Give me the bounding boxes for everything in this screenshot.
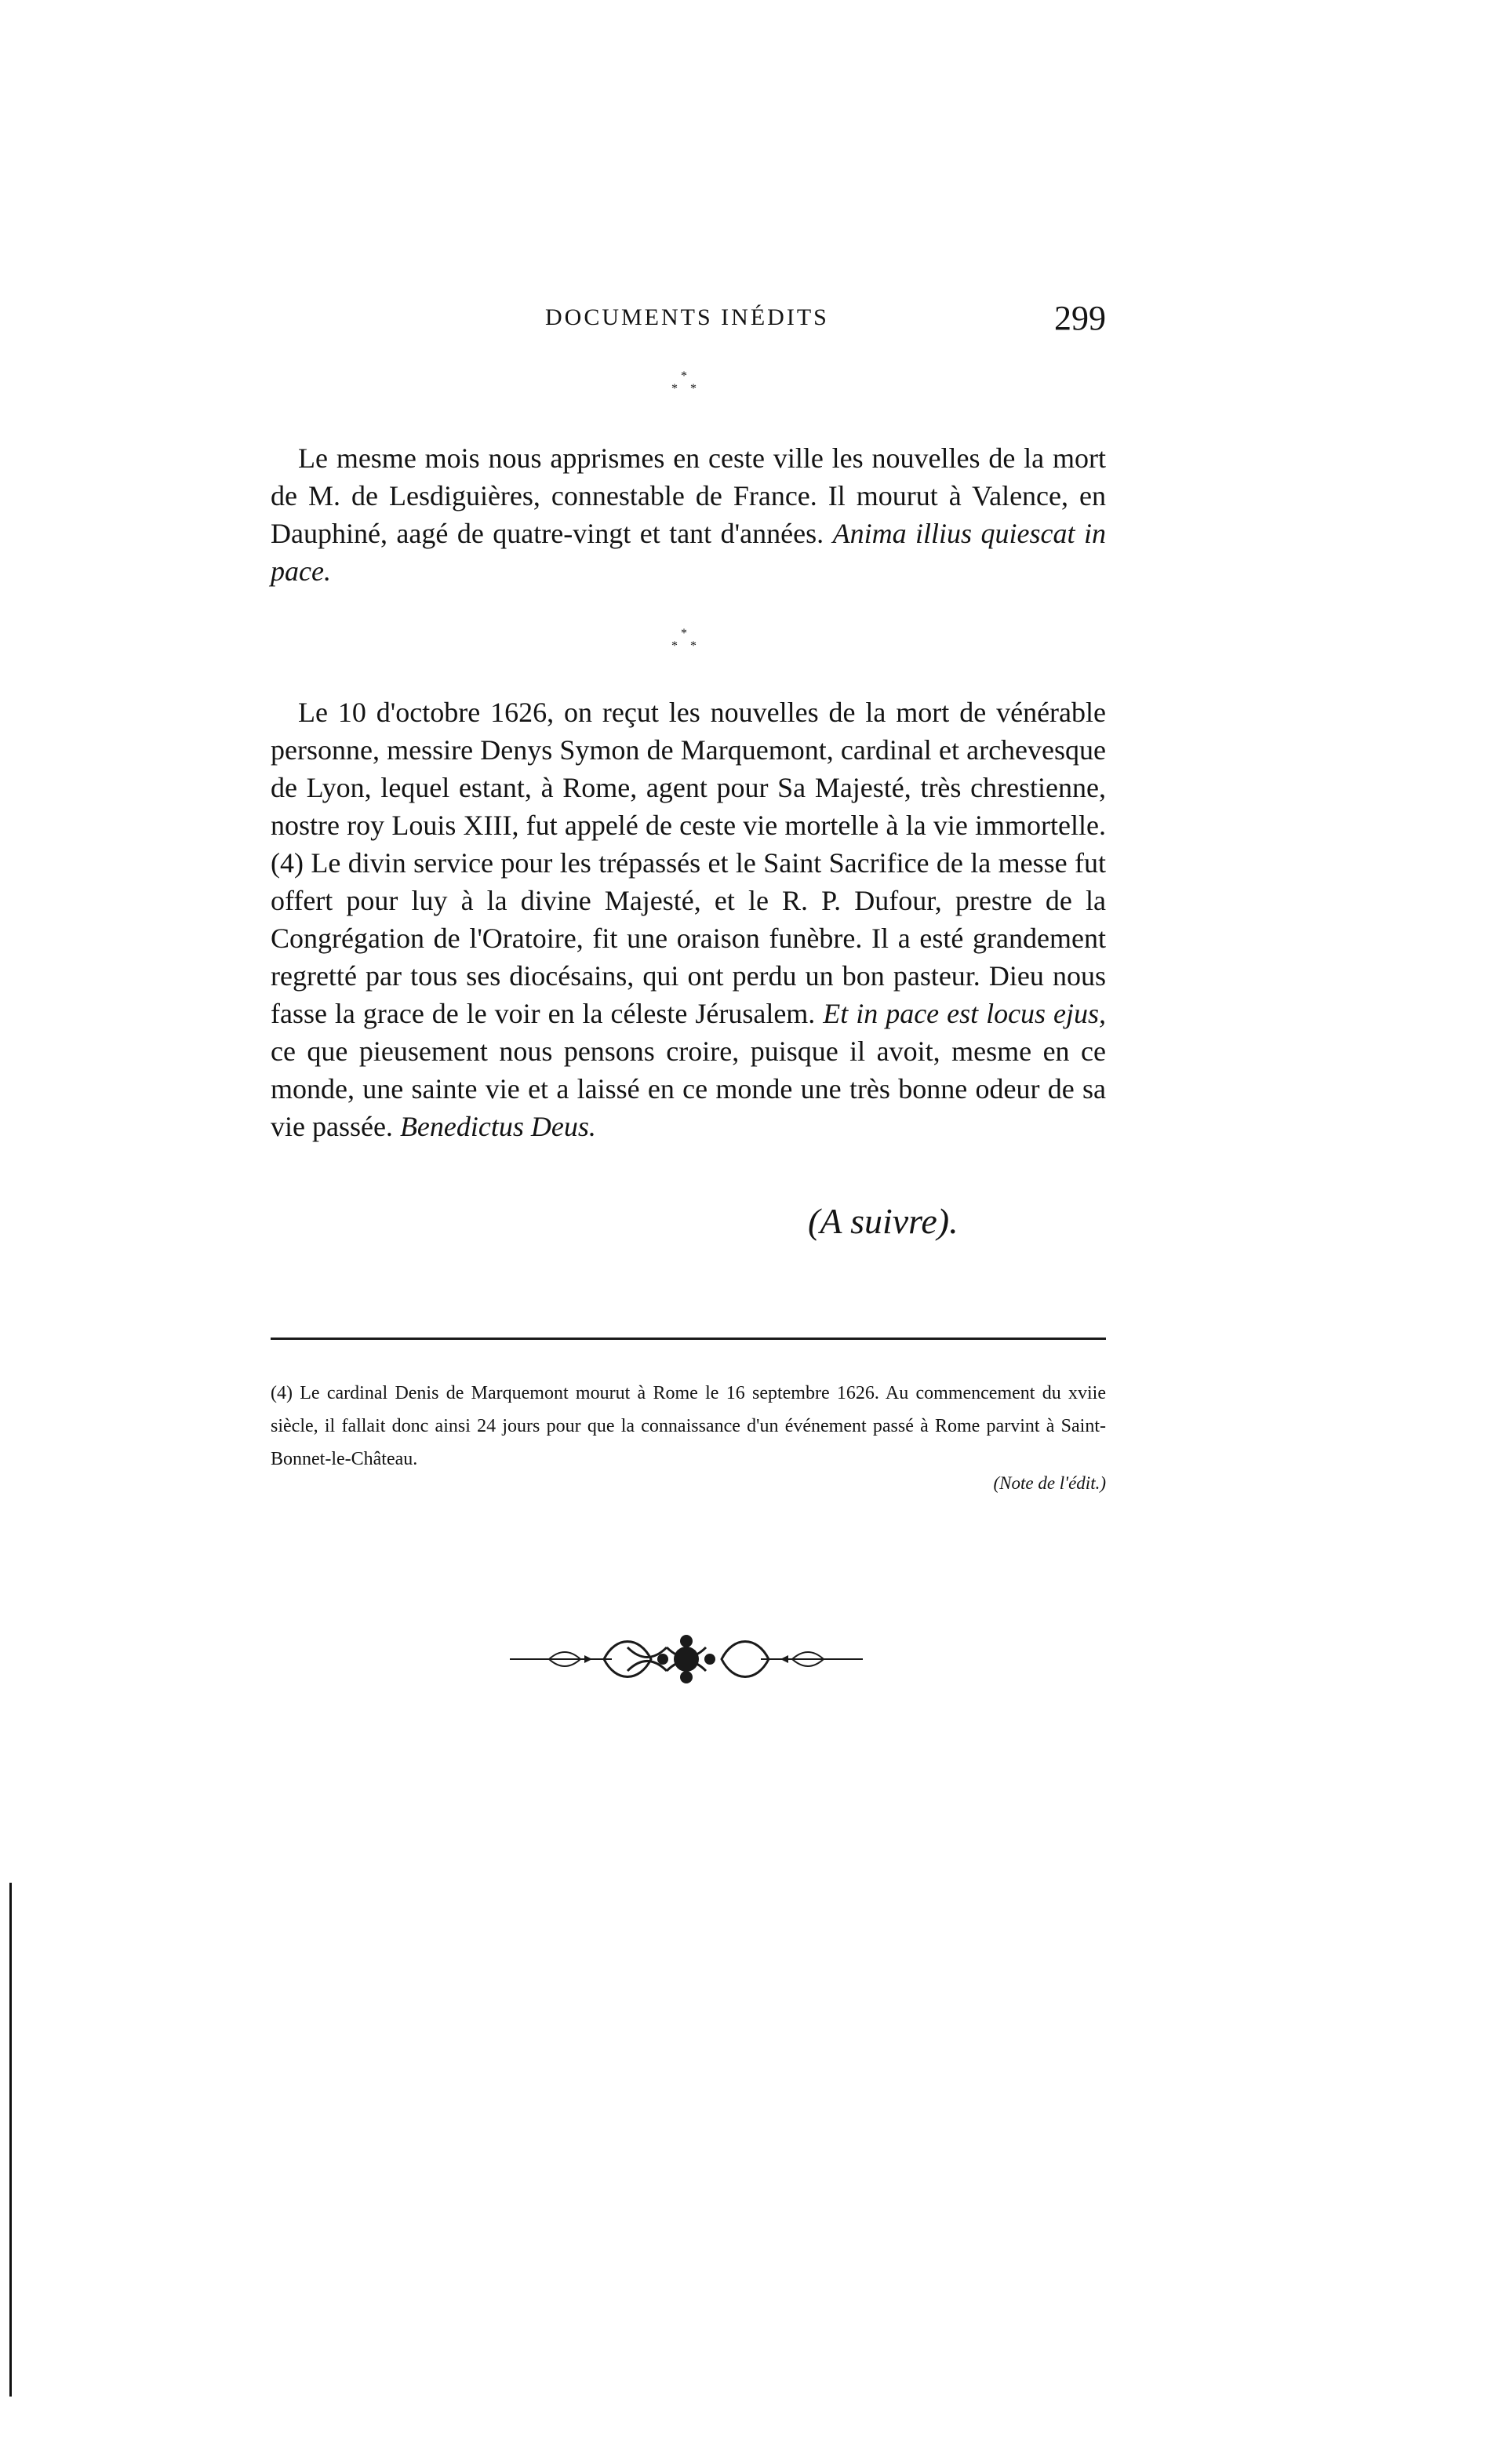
- paragraph-text: ce que pieusement nous pensons croire, puisque il avoit, mesme en ce monde, une sainte vie et a laissé en ce monde une très bonne odeur de sa vie passée.: [271, 1035, 1106, 1142]
- footnote: [271, 1377, 1106, 1476]
- latin-phrase: Et in pace est locus ejus,: [823, 998, 1107, 1029]
- page-header: [271, 298, 1106, 353]
- asterism-divider: * * *: [671, 369, 697, 395]
- editor-note: (Note de l'édit.): [993, 1473, 1106, 1493]
- paragraph-text: Le mesme mois nous apprismes en ceste ville les nouvelles de la mort de M. de Lesdiguières, connestable de France. Il mourut à Valence, en Dauphiné, aagé de quatre-vingt et tant d'années.: [271, 442, 1106, 549]
- footnote-rule: [271, 1338, 1106, 1340]
- footnote-text: (4) Le cardinal Denis de Marquemont mourut à Rome le 16 septembre 1626. Au commencement du xviie siècle, il fallait donc ainsi 24 jours pour que la connaissance d'un événement passé à Rome parvint à Saint-Bonnet-le-Château.: [271, 1383, 1106, 1469]
- asterism-divider: * * *: [671, 627, 697, 653]
- floral-tailpiece-ornament: [510, 1632, 863, 1687]
- page-number: 299: [1054, 299, 1106, 337]
- latin-phrase: Anima illius quiescat in pace.: [271, 518, 1106, 587]
- continuation-note: (A suivre).: [808, 1201, 958, 1241]
- running-title: DOCUMENTS INÉDITS: [545, 304, 829, 330]
- paragraph-lesdiguieres: [271, 439, 1106, 590]
- paragraph-text: Le 10 d'octobre 1626, on reçut les nouvelles de la mort de vénérable personne, messire Denys Symon de Marquemont, cardinal et archevesque de Lyon, lequel estant, à Rome, agent pour Sa Majesté, très chrestienne, nostre roy Louis XIII, fut appelé de ceste vie mortelle à la vie immortelle. (4) Le divin service pour les trépassés et le Saint Sacrifice de la messe fut offert pour luy à la divine Majesté, et le R. P. Dufour, prestre de la Congrégation de l'Oratoire, fit une oraison funèbre. Il a esté grandement regretté par tous ses diocésains, qui ont perdu un bon pasteur. Dieu nous fasse la grace de le voir en la céleste Jérusalem.: [271, 697, 1106, 1029]
- scan-margin-bar: [9, 1883, 12, 2397]
- paragraph-marquemont: [271, 693, 1106, 1145]
- latin-phrase: Benedictus Deus.: [399, 1111, 596, 1142]
